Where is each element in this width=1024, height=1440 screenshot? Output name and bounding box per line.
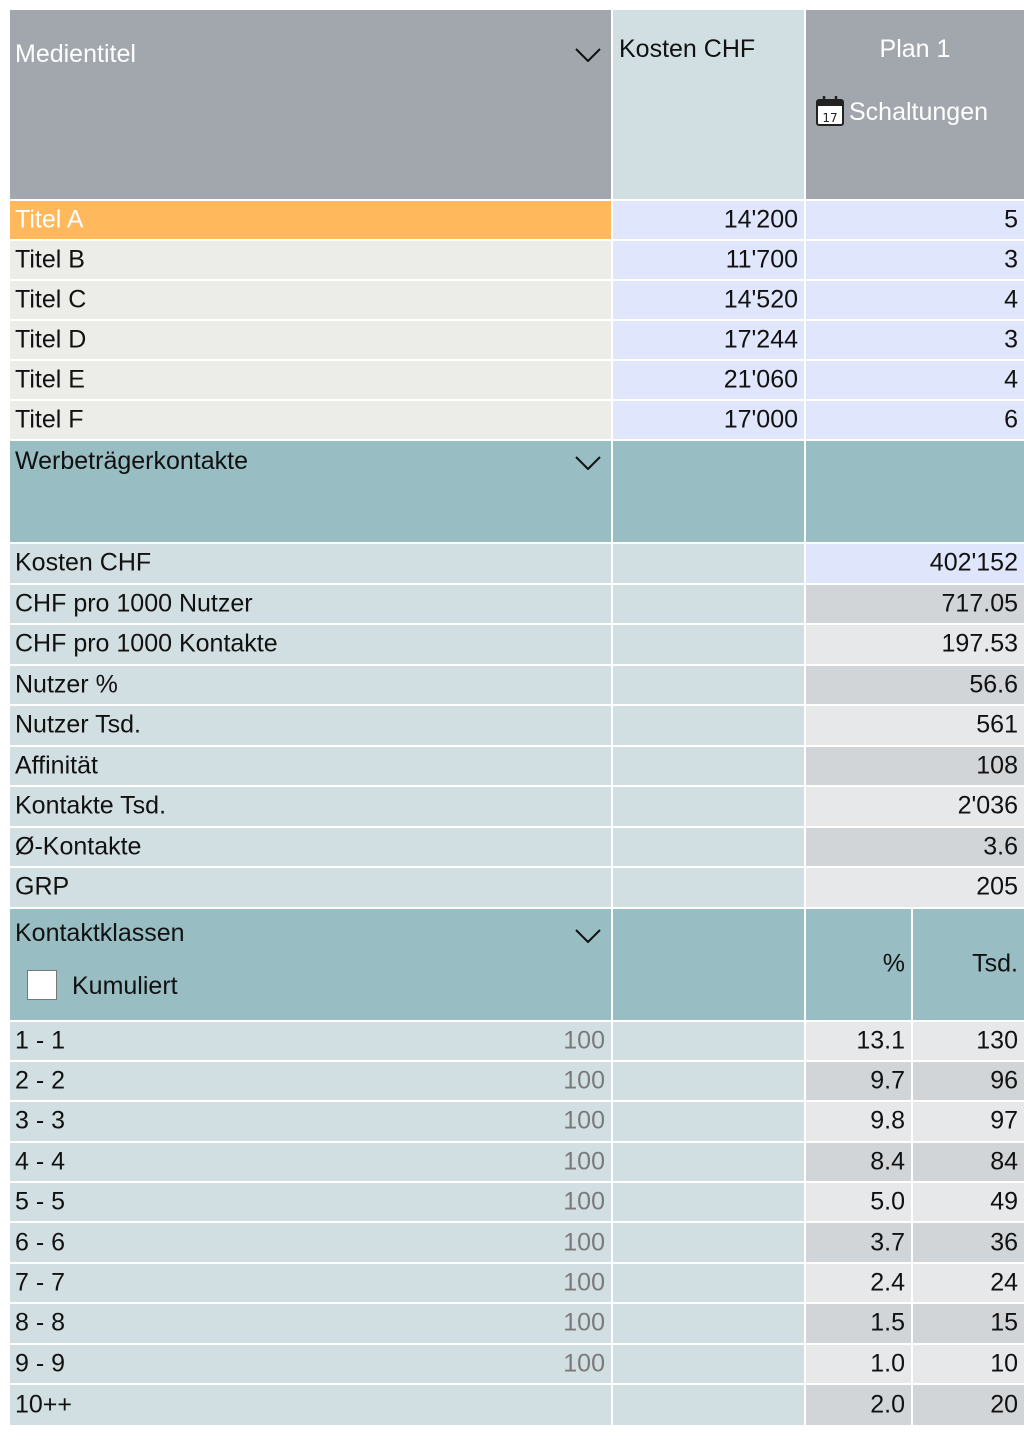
class-base: 100 bbox=[563, 1106, 605, 1135]
insertions-count[interactable]: 6 bbox=[1004, 405, 1018, 434]
percent-column-header bbox=[806, 909, 913, 1020]
metric-label: Nutzer Tsd. bbox=[15, 710, 141, 739]
media-title-cost: 14'200 bbox=[723, 205, 798, 234]
percent-header-label: % bbox=[882, 949, 905, 978]
chevron-down-icon[interactable] bbox=[575, 929, 601, 943]
media-title-name: Titel C bbox=[15, 285, 87, 314]
metric-value: 3.6 bbox=[983, 832, 1018, 861]
class-percent: 1.0 bbox=[870, 1349, 905, 1378]
metric-value: 197.53 bbox=[941, 629, 1018, 658]
contact-class-row bbox=[10, 1264, 1024, 1304]
schedule-label: Schaltungen bbox=[849, 98, 989, 126]
media-title-cost: 14'520 bbox=[723, 285, 798, 314]
class-thousands: 10 bbox=[990, 1349, 1018, 1378]
metric-row bbox=[10, 787, 1024, 828]
metric-label: Kontakte Tsd. bbox=[15, 791, 167, 820]
metric-row bbox=[10, 747, 1024, 788]
class-base: 100 bbox=[563, 1026, 605, 1055]
class-base: 100 bbox=[563, 1349, 605, 1378]
class-label: 7 - 7 bbox=[15, 1268, 66, 1297]
media-title-cost: 21'060 bbox=[723, 365, 798, 394]
calendar-icon[interactable] bbox=[815, 95, 845, 127]
contact-class-row bbox=[10, 1183, 1024, 1223]
class-percent: 3.7 bbox=[870, 1228, 905, 1257]
class-label: 1 - 1 bbox=[15, 1026, 66, 1055]
class-thousands: 24 bbox=[990, 1268, 1018, 1297]
metric-row bbox=[10, 585, 1024, 626]
contact-class-row bbox=[10, 1022, 1024, 1062]
metric-label: CHF pro 1000 Nutzer bbox=[15, 589, 253, 618]
metric-label: CHF pro 1000 Kontakte bbox=[15, 629, 278, 658]
contact-class-row bbox=[10, 1143, 1024, 1183]
contact-class-row bbox=[10, 1304, 1024, 1344]
cumulative-label: Kumuliert bbox=[72, 971, 178, 1000]
class-thousands: 96 bbox=[990, 1066, 1018, 1095]
metric-row bbox=[10, 625, 1024, 666]
class-percent: 9.7 bbox=[870, 1066, 905, 1095]
insertions-count[interactable]: 3 bbox=[1004, 325, 1018, 354]
class-percent: 5.0 bbox=[870, 1187, 905, 1216]
table-row-titel-c[interactable] bbox=[10, 281, 1024, 321]
class-label: 2 - 2 bbox=[15, 1066, 66, 1095]
table-row-titel-e[interactable] bbox=[10, 361, 1024, 401]
insertions-count[interactable]: 3 bbox=[1004, 245, 1018, 274]
metric-row bbox=[10, 868, 1024, 909]
class-label: 9 - 9 bbox=[15, 1349, 66, 1378]
media-title-cost: 17'000 bbox=[723, 405, 798, 434]
table-row-titel-f[interactable] bbox=[10, 401, 1024, 441]
contacts-section-header[interactable] bbox=[10, 441, 1024, 544]
metric-row bbox=[10, 666, 1024, 707]
cost-column-label: Kosten CHF bbox=[619, 35, 756, 63]
media-title-label: Medientitel bbox=[15, 40, 136, 68]
class-thousands: 36 bbox=[990, 1228, 1018, 1257]
class-thousands: 20 bbox=[990, 1390, 1018, 1419]
metric-label: Ø-Kontakte bbox=[15, 832, 142, 861]
metric-label: Kosten CHF bbox=[15, 548, 152, 577]
metric-value: 561 bbox=[976, 710, 1018, 739]
class-label: 8 - 8 bbox=[15, 1308, 66, 1337]
thousands-header-label: Tsd. bbox=[972, 949, 1018, 978]
metric-label: Nutzer % bbox=[15, 670, 118, 699]
class-percent: 8.4 bbox=[870, 1147, 905, 1176]
contacts-section-title: Werbeträgerkontakte bbox=[15, 447, 248, 475]
contact-class-row bbox=[10, 1345, 1024, 1385]
class-thousands: 84 bbox=[990, 1147, 1018, 1176]
chevron-down-icon[interactable] bbox=[575, 48, 601, 62]
media-title-cost: 11'700 bbox=[725, 245, 798, 274]
metric-value: 717.05 bbox=[941, 589, 1018, 618]
metric-label: GRP bbox=[15, 872, 70, 901]
metric-value: 205 bbox=[976, 872, 1018, 901]
class-percent: 2.0 bbox=[870, 1390, 905, 1419]
metric-row bbox=[10, 706, 1024, 747]
class-thousands: 49 bbox=[990, 1187, 1018, 1216]
class-label: 10++ bbox=[15, 1390, 73, 1419]
contact-class-row bbox=[10, 1223, 1024, 1263]
calendar-day: 17 bbox=[822, 111, 838, 125]
metric-label: Affinität bbox=[15, 751, 98, 780]
insertions-count[interactable]: 5 bbox=[1004, 205, 1018, 234]
plan-column-header bbox=[806, 10, 1024, 199]
contact-class-row bbox=[10, 1385, 1024, 1425]
class-base: 100 bbox=[563, 1187, 605, 1216]
media-title-name: Titel D bbox=[15, 325, 87, 354]
contact-class-row bbox=[10, 1102, 1024, 1142]
class-label: 6 - 6 bbox=[15, 1228, 66, 1257]
media-title-name: Titel E bbox=[15, 365, 85, 394]
insertions-count[interactable]: 4 bbox=[1004, 365, 1018, 394]
class-base: 100 bbox=[563, 1268, 605, 1297]
media-title-cost: 17'244 bbox=[723, 325, 798, 354]
class-percent: 13.1 bbox=[856, 1026, 905, 1055]
class-label: 4 - 4 bbox=[15, 1147, 66, 1176]
class-percent: 1.5 bbox=[870, 1308, 905, 1337]
metric-value: 402'152 bbox=[929, 548, 1018, 577]
media-title-name: Titel B bbox=[15, 245, 85, 274]
plan-name: Plan 1 bbox=[879, 35, 951, 63]
metric-value: 56.6 bbox=[969, 670, 1018, 699]
table-row-titel-d[interactable] bbox=[10, 321, 1024, 361]
class-label: 5 - 5 bbox=[15, 1187, 66, 1216]
class-base: 100 bbox=[563, 1308, 605, 1337]
media-title-header[interactable] bbox=[10, 10, 613, 199]
metric-row bbox=[10, 828, 1024, 869]
class-thousands: 15 bbox=[990, 1308, 1018, 1337]
class-label: 3 - 3 bbox=[15, 1106, 66, 1135]
class-percent: 2.4 bbox=[870, 1268, 905, 1297]
class-thousands: 97 bbox=[990, 1106, 1018, 1135]
class-base: 100 bbox=[563, 1147, 605, 1176]
media-title-name: Titel A bbox=[15, 205, 84, 234]
class-base: 100 bbox=[563, 1066, 605, 1095]
media-plan-table bbox=[10, 10, 1024, 1425]
chevron-down-icon[interactable] bbox=[575, 456, 601, 470]
table-header bbox=[10, 10, 1024, 201]
metric-row bbox=[10, 544, 1024, 585]
table-row-titel-a[interactable] bbox=[10, 201, 1024, 241]
insertions-count[interactable]: 4 bbox=[1004, 285, 1018, 314]
classes-section-header[interactable] bbox=[10, 909, 1024, 1022]
classes-section-title: Kontaktklassen bbox=[15, 918, 185, 947]
class-thousands: 130 bbox=[976, 1026, 1018, 1055]
table-row-titel-b[interactable] bbox=[10, 241, 1024, 281]
thousands-column-header bbox=[913, 909, 1024, 1020]
contact-class-row bbox=[10, 1062, 1024, 1102]
cost-column-header bbox=[613, 10, 806, 199]
class-base: 100 bbox=[563, 1228, 605, 1257]
media-title-name: Titel F bbox=[15, 405, 84, 434]
metric-value: 108 bbox=[976, 751, 1018, 780]
cumulative-checkbox[interactable] bbox=[27, 970, 57, 1000]
class-percent: 9.8 bbox=[870, 1106, 905, 1135]
metric-value: 2'036 bbox=[957, 791, 1018, 820]
